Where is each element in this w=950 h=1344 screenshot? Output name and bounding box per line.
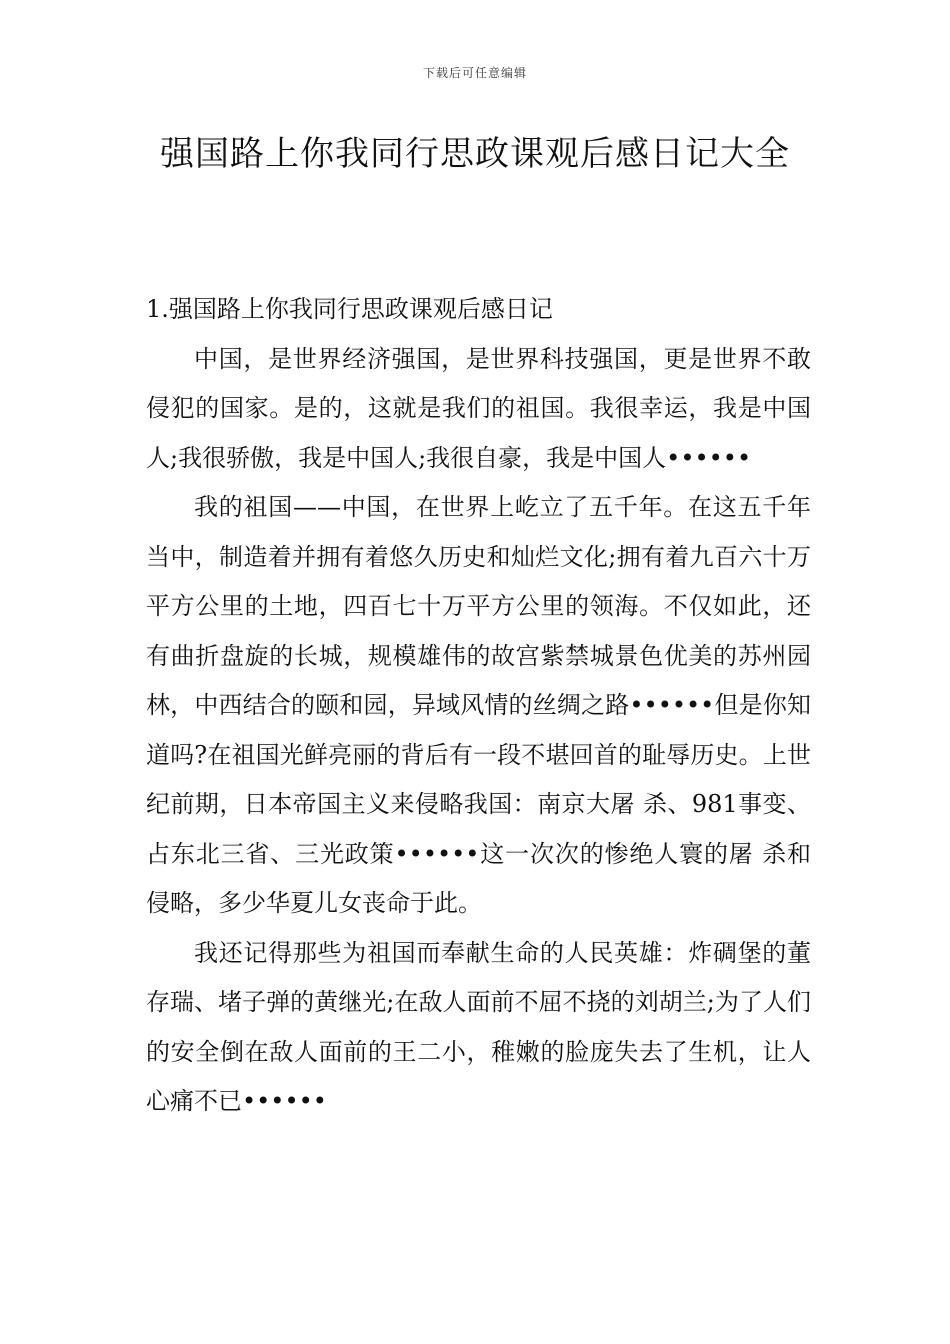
header-note: 下载后可任意编辑	[422, 66, 527, 80]
section-heading: 1.强国路上你我同行思政课观后感日记	[146, 295, 553, 323]
paragraph-1: 中国，是世界经济强国，是世界科技强国，更是世界不敢侵犯的国家。是的，这就是我们的祖国。我很幸运，我是中国人;我很骄傲，我是中国人;我很自豪，我是中国人••••••	[146, 344, 811, 472]
document-title: 强国路上你我同行思政课观后感日记大全	[160, 134, 790, 174]
paragraph-3: 我还记得那些为祖国而奉献生命的人民英雄：炸碉堡的董存瑞、堵子弹的黄继光;在敌人面前不屈不挠的刘胡兰;为了人们的安全倒在敌人面前的王二小，稚嫩的脸庞失去了生机，让人心痛不已••••••	[146, 938, 811, 1115]
paragraph-2: 我的祖国——中国，在世界上屹立了五千年。在这五千年当中，制造着并拥有着悠久历史和灿烂文化;拥有着九百六十万平方公里的土地，四百七十万平方公里的领海。不仅如此，还有曲折盘旋的长城，规模雄伟的故宫紫禁城景色优美的苏州园林，中西结合的颐和园，异域风情的丝绸之路••••••但是你知道吗?在祖国光鲜亮丽的背后有一段不堪回首的耻辱历史。上世纪前期，日本帝国主义来侵略我国：南京大屠 杀、981事变、占东北三省、三光政策••••••这一次次的惨绝人寰的屠 杀和侵略，多少华夏儿女丧命于此。	[146, 493, 811, 917]
document-body	[146, 285, 811, 1127]
